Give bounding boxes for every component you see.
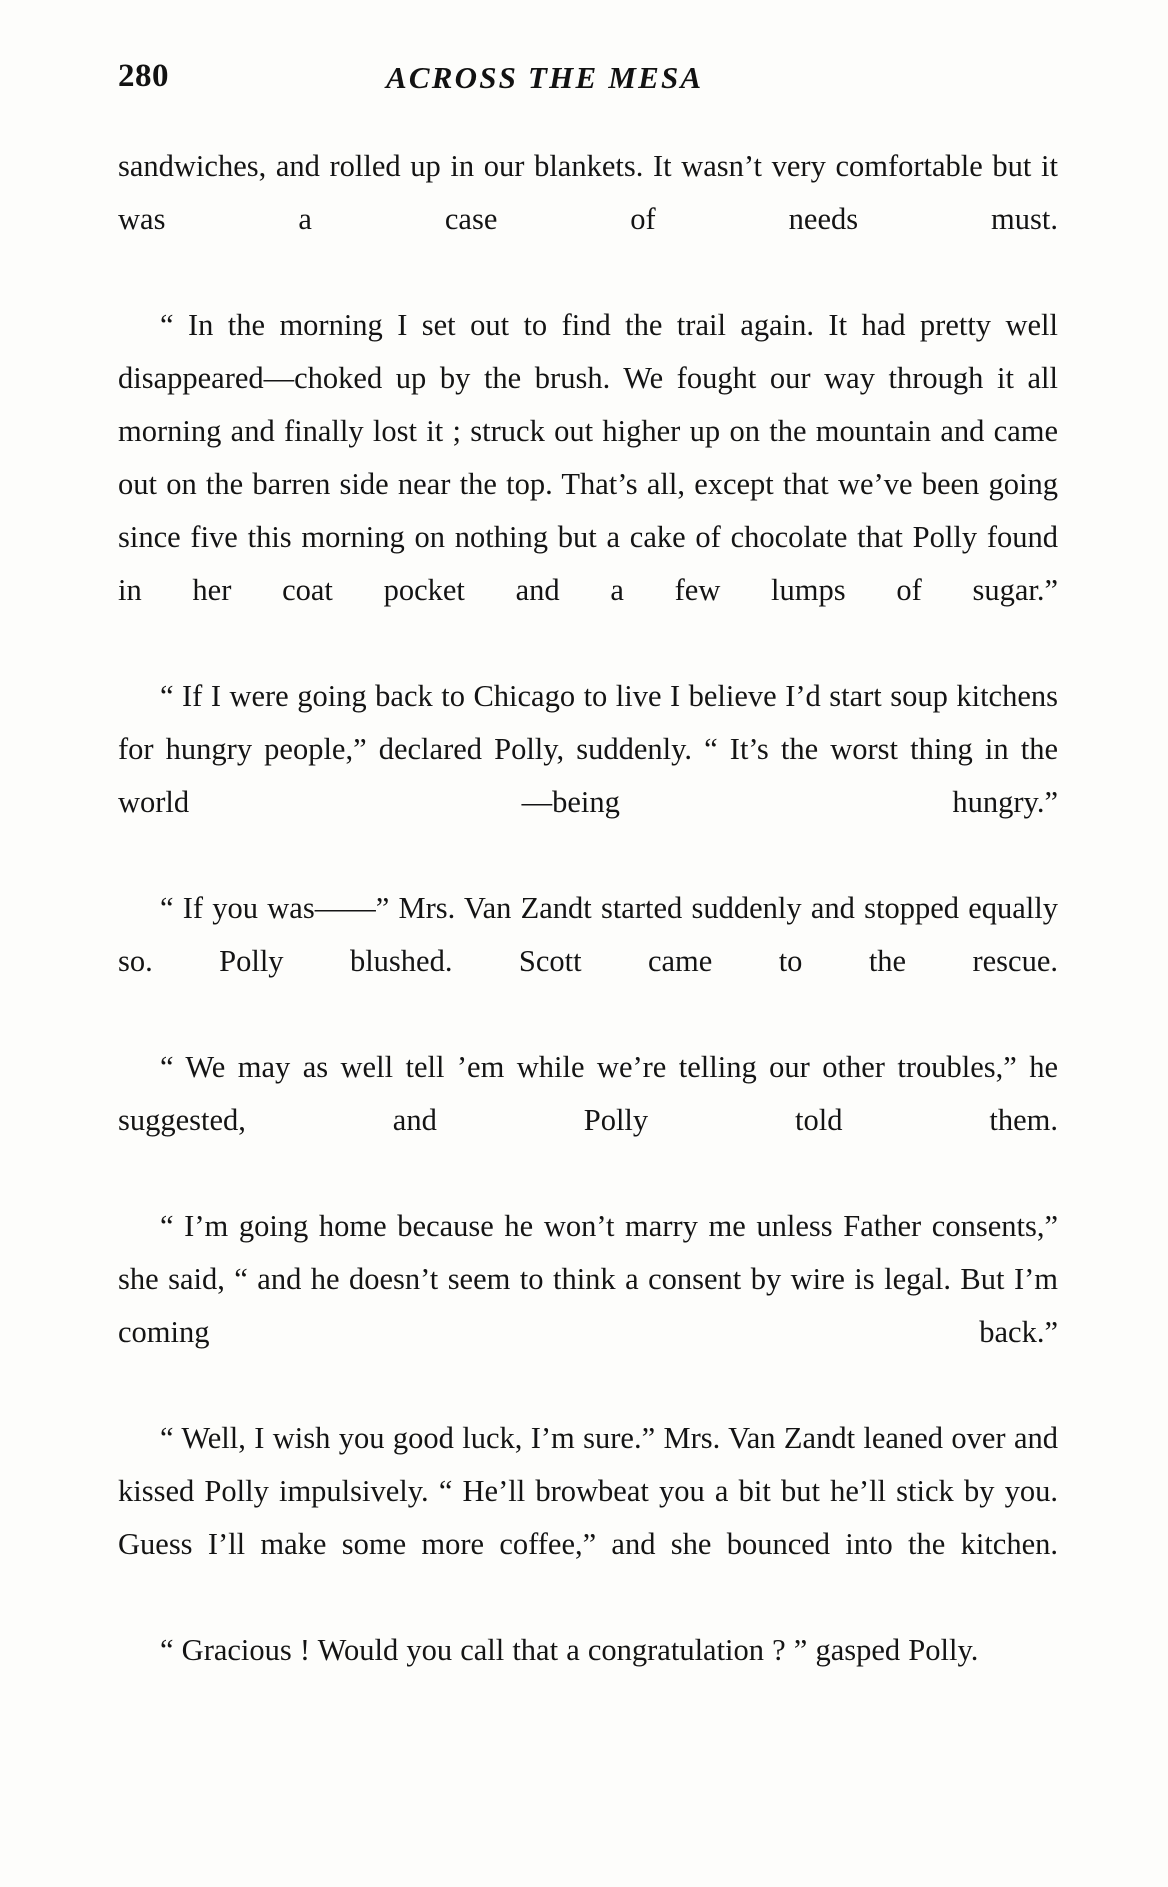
page-body [118, 140, 1058, 1677]
paragraph: “ Gracious ! Would you call that a congratulation ? ” gasped Polly. [160, 1633, 979, 1667]
running-title: ACROSS THE MESA [386, 60, 704, 95]
paragraph: “ We may as well tell ’em while we’re telling our other troubles,” he suggested, and Polly told them. [118, 1050, 1058, 1137]
paragraph: “ If you was——” Mrs. Van Zandt started suddenly and stopped equally so. Polly blushed. Scott came to the rescue. [118, 891, 1058, 978]
paragraph: “ Well, I wish you good luck, I’m sure.” Mrs. Van Zandt leaned over and kissed Polly impulsively. “ He’ll browbeat you a bit but he’ll stick by you. Guess I’ll make some more coffee,” and she bounced into the kitchen. [118, 1421, 1058, 1561]
paragraph: “ If I were going back to Chicago to live I believe I’d start soup kitchens for hungry people,” declared Polly, suddenly. “ It’s the worst thing in the world —being hungry.” [118, 679, 1058, 819]
paragraph: “ In the morning I set out to find the trail again. It had pretty well disappeared—choked up by the brush. We fought our way through it all morning and finally lost it ; struck out higher up on the mountain and came out on the barren side near the top. That’s all, except that we’ve been going since five this morning on nothing but a cake of chocolate that Polly found in her coat pocket and a few lumps of sugar.” [118, 308, 1058, 607]
paragraph: “ I’m going home because he won’t marry me unless Father consents,” she said, “ and he doesn’t seem to think a consent by wire is legal. But I’m coming back.” [118, 1209, 1058, 1349]
paragraph: sandwiches, and rolled up in our blankets. It wasn’t very comfortable but it was a case of needs must. [118, 149, 1058, 236]
page-number: 280 [118, 58, 169, 94]
page-header [118, 58, 1058, 106]
